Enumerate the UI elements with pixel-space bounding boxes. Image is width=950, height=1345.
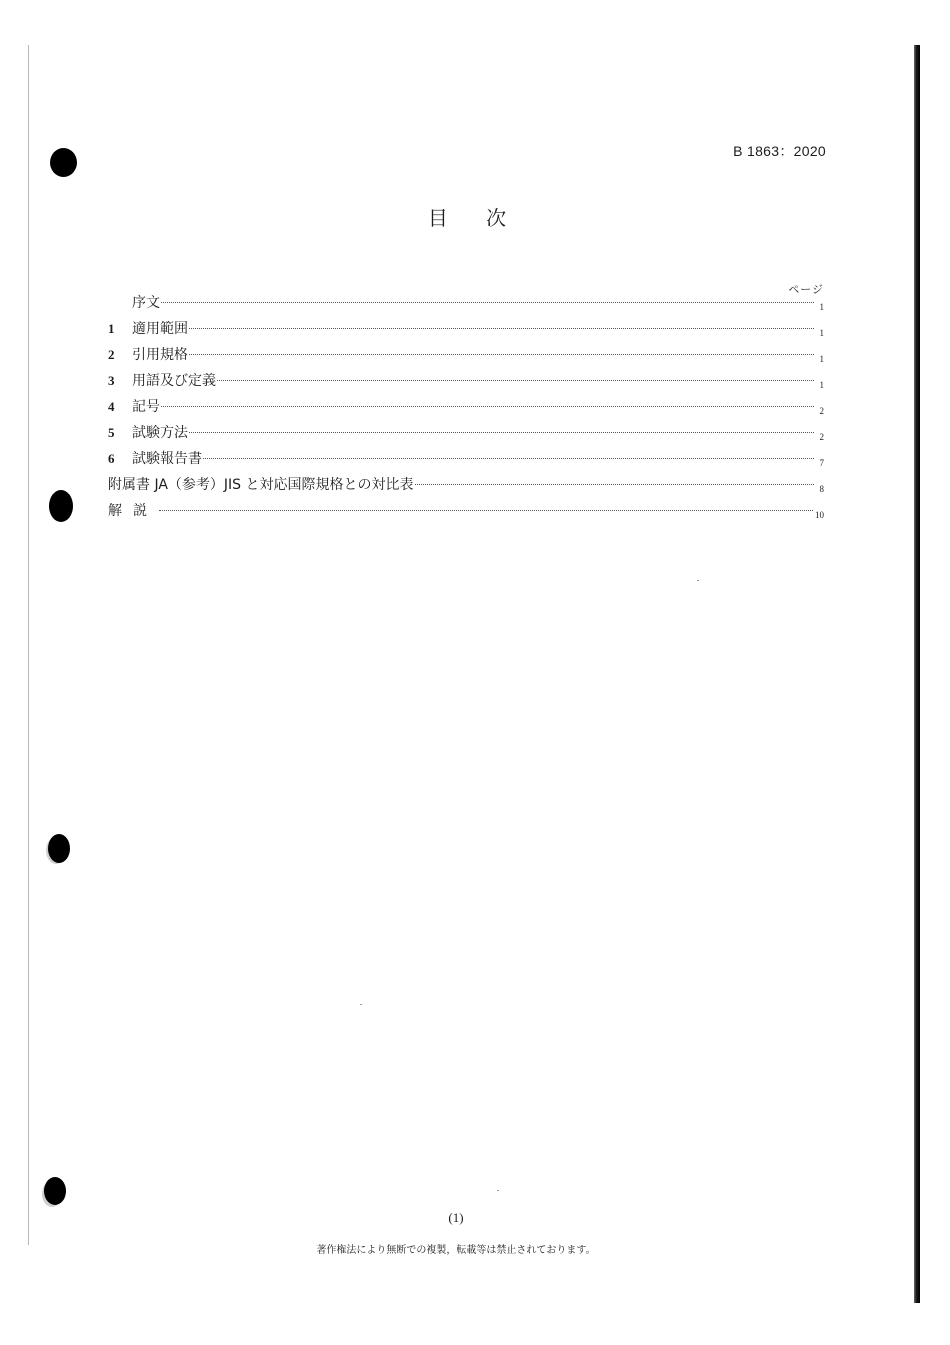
toc-entry-title: 用語及び定義 bbox=[132, 373, 216, 389]
toc-entry-title: 引用規格 bbox=[132, 347, 188, 363]
toc-entry-page: 1 bbox=[819, 380, 824, 390]
toc-entry-title: 試験報告書 bbox=[132, 451, 202, 467]
toc-entry-number: 1 bbox=[108, 321, 115, 336]
scan-right-edge bbox=[914, 45, 920, 1303]
page-title: 目 次 bbox=[427, 206, 523, 230]
toc-entry[interactable] bbox=[108, 368, 824, 394]
toc-entry-title: 適用範囲 bbox=[132, 321, 188, 337]
toc-entry[interactable] bbox=[108, 420, 824, 446]
toc-entry[interactable] bbox=[108, 498, 824, 524]
toc-leader-dots bbox=[203, 458, 814, 459]
toc-entry-number: 2 bbox=[108, 347, 115, 362]
toc-entry-page: 10 bbox=[815, 510, 824, 520]
toc-entry-title: 序文 bbox=[132, 295, 160, 311]
toc-entry[interactable] bbox=[108, 342, 824, 368]
toc-entry-page: 2 bbox=[819, 406, 824, 416]
toc-entry[interactable] bbox=[108, 472, 824, 498]
toc-entry-number: 5 bbox=[108, 425, 115, 440]
toc-entry[interactable] bbox=[108, 394, 824, 420]
toc-entry-title: 試験方法 bbox=[132, 425, 188, 441]
copyright-notice: 著作権法により無断での複製，転載等は禁止されております。 bbox=[316, 1245, 596, 1256]
toc-leader-dots bbox=[217, 380, 814, 381]
toc-entry[interactable] bbox=[108, 290, 824, 316]
page-column-label: ページ bbox=[788, 283, 824, 296]
toc-entry-title: 解説 bbox=[108, 503, 158, 519]
document-number: B 1863：2020 bbox=[733, 143, 826, 159]
toc-leader-dots bbox=[415, 484, 814, 485]
toc-entry[interactable] bbox=[108, 446, 824, 472]
toc-entry-title: 附属書 JA（参考）JIS と対応国際規格との対比表 bbox=[108, 477, 414, 493]
footer-page-number: (1) bbox=[448, 1210, 464, 1225]
scan-speck bbox=[360, 1004, 362, 1005]
punch-hole bbox=[50, 148, 77, 177]
toc-leader-dots bbox=[161, 302, 814, 303]
toc-leader-dots bbox=[189, 354, 814, 355]
toc-entry-title: 記号 bbox=[132, 399, 160, 415]
toc-entry-page: 7 bbox=[819, 458, 824, 468]
toc-entry-page: 1 bbox=[819, 302, 824, 312]
toc-leader-dots bbox=[159, 510, 813, 511]
toc-leader-dots bbox=[189, 328, 814, 329]
punch-hole bbox=[48, 834, 70, 863]
toc-entry-page: 1 bbox=[819, 354, 824, 364]
toc-entry-page: 8 bbox=[819, 484, 824, 494]
toc-entry-number: 4 bbox=[108, 399, 115, 414]
table-of-contents bbox=[108, 290, 824, 524]
toc-entry-number: 6 bbox=[108, 451, 115, 466]
scan-speck bbox=[497, 1190, 499, 1191]
scan-speck bbox=[697, 580, 699, 581]
punch-hole bbox=[49, 490, 73, 522]
toc-entry-page: 1 bbox=[819, 328, 824, 338]
toc-entry[interactable] bbox=[108, 316, 824, 342]
toc-entry-number: 3 bbox=[108, 373, 115, 388]
toc-entry-page: 2 bbox=[819, 432, 824, 442]
toc-leader-dots bbox=[161, 406, 814, 407]
toc-leader-dots bbox=[189, 432, 814, 433]
punch-hole bbox=[44, 1177, 66, 1205]
